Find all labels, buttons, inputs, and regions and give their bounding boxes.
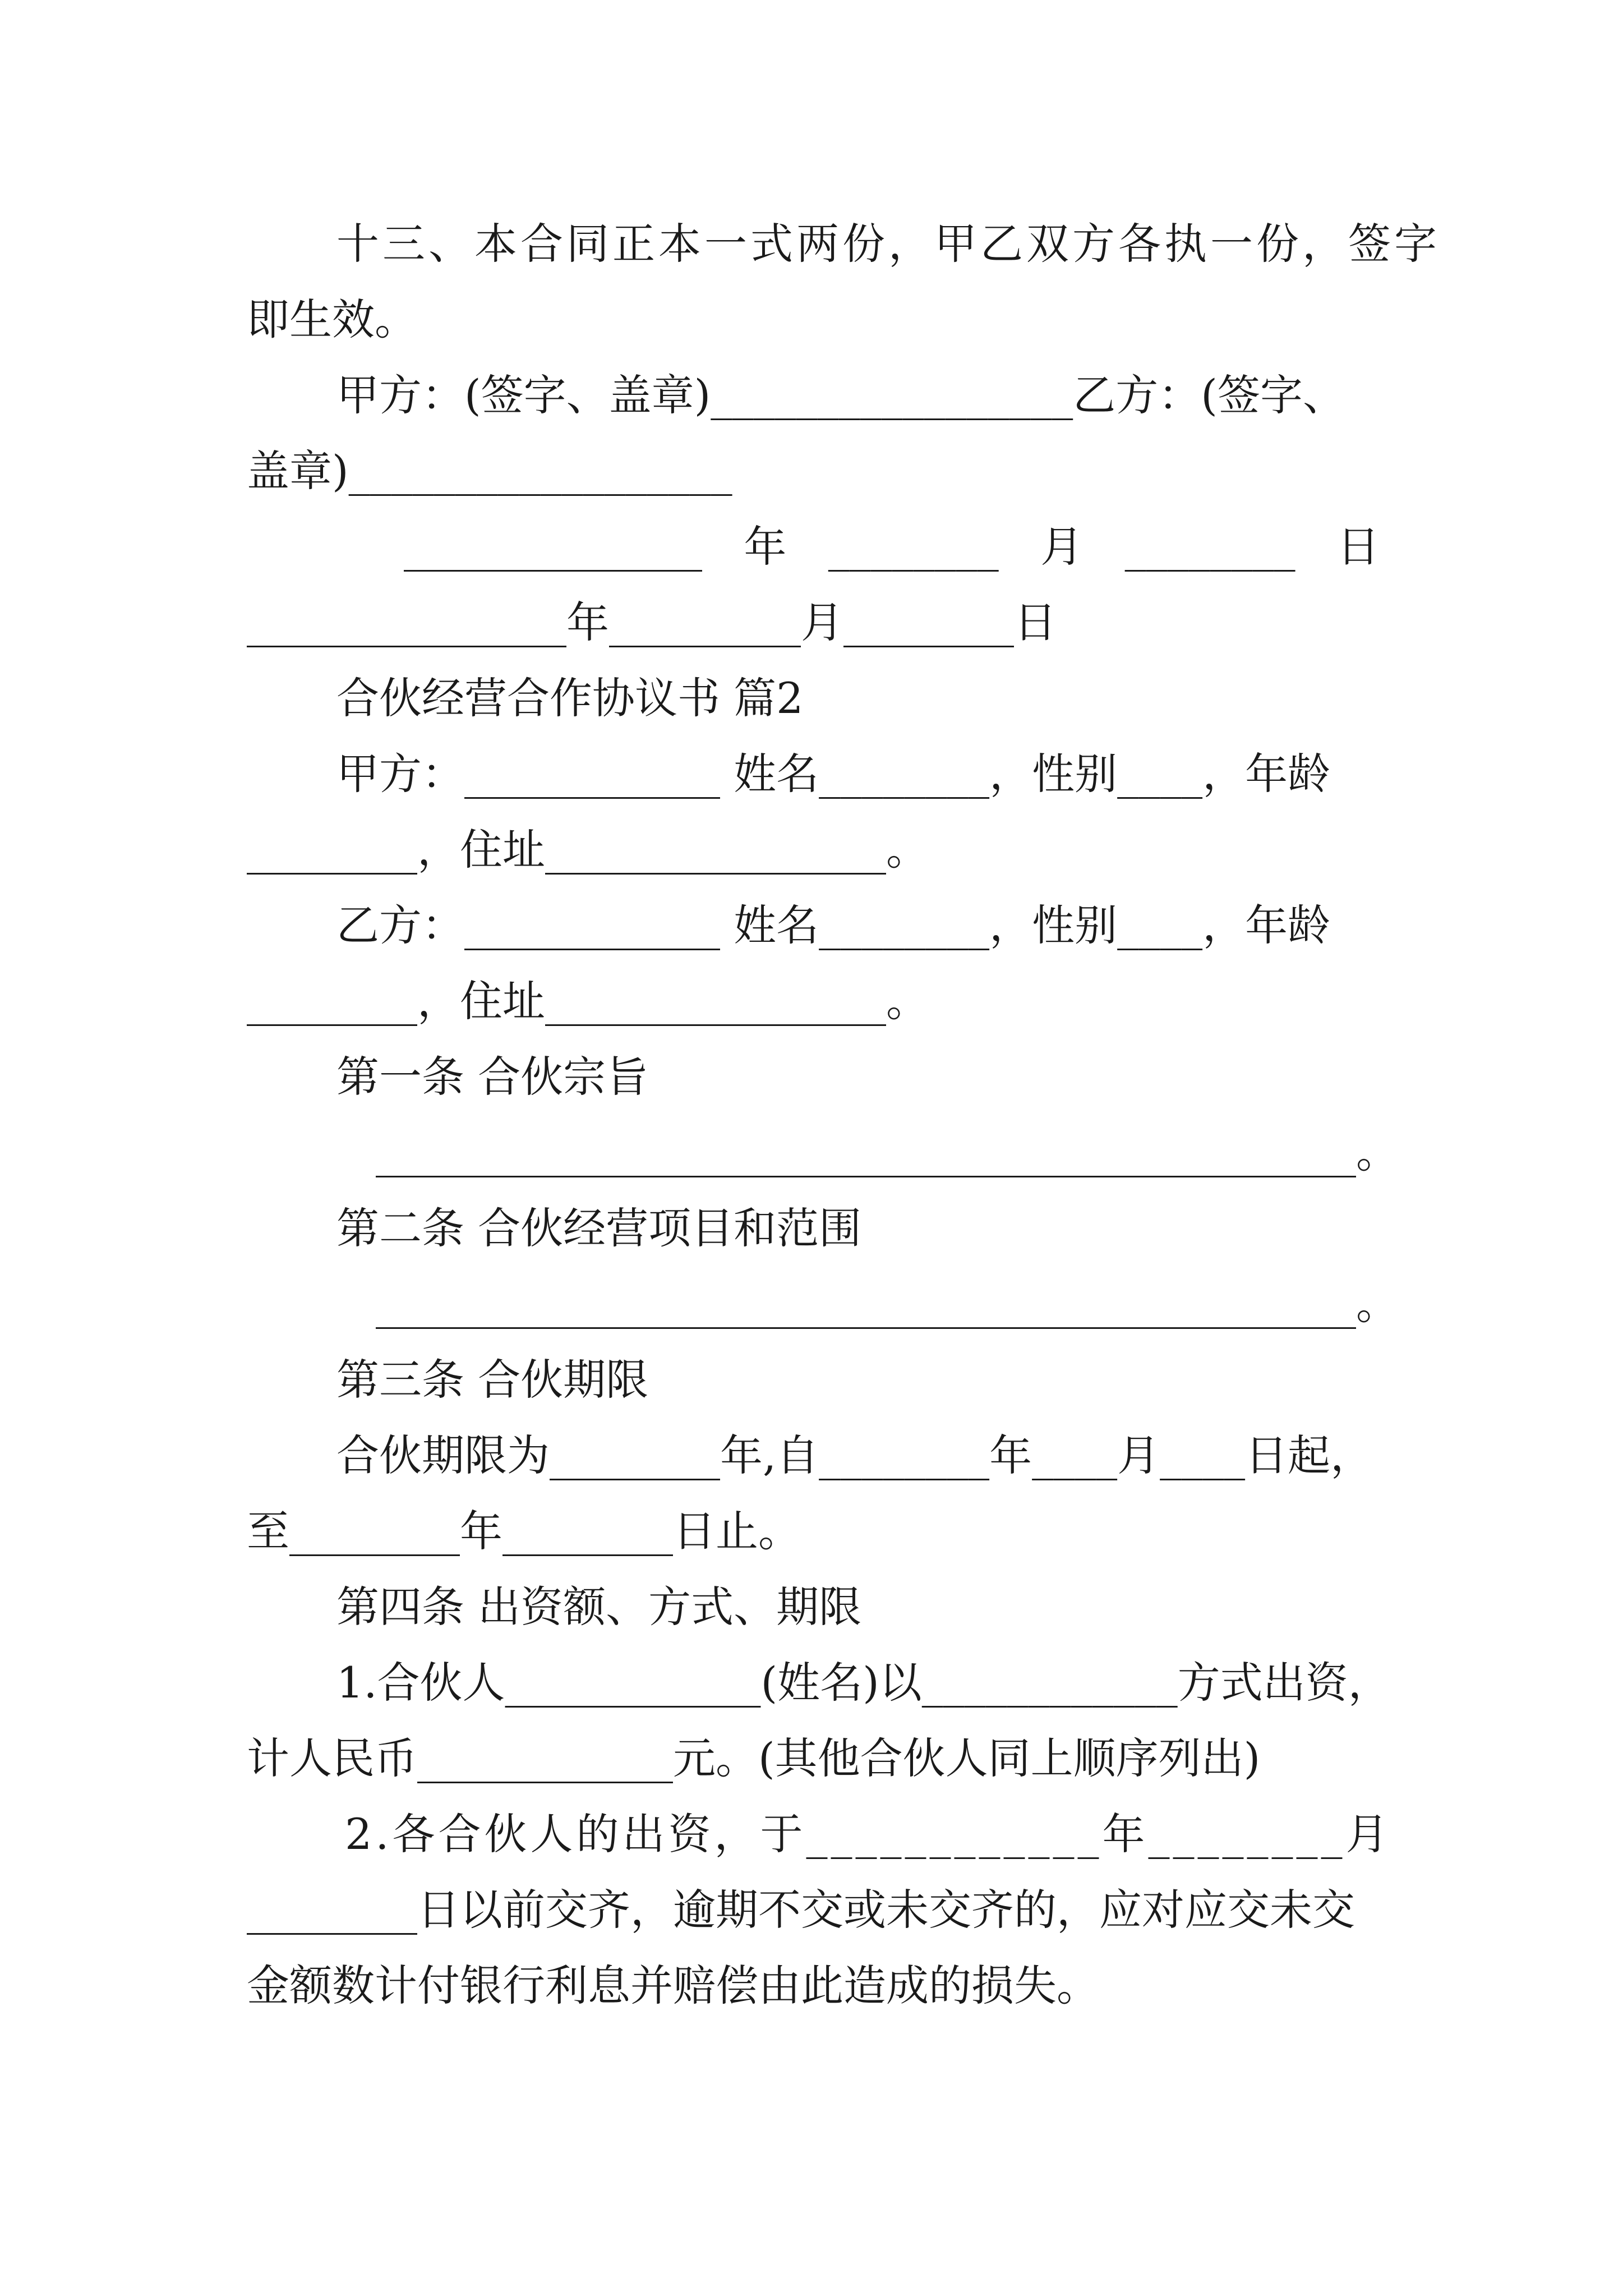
party-b-info-line-1: 乙方：____________ 姓名________，性别____，年龄 (336, 900, 1331, 950)
date-day-label: 日 (1336, 522, 1380, 572)
article-3-term-line-2: 至________年________日止。 (247, 1506, 801, 1556)
date-year-label: 年 (744, 522, 787, 572)
article-4-item-2-line-1: 2.各合伙人的出资，于____________年________月 (345, 1809, 1392, 1859)
date-day-blank: ________ (1124, 522, 1295, 572)
article-4-item-2-line-2: ________日以前交齐，逾期不交或未交齐的，应对应交未交 (247, 1885, 1355, 1935)
article-1-heading: 第一条 合伙宗旨 (336, 1052, 649, 1102)
date-month-blank: ________ (828, 522, 999, 572)
article-4-item-2-line-3: 金额数计付银行利息并赔偿由此造成的损失。 (247, 1961, 1099, 2010)
article-2-heading: 第二条 合伙经营项目和范围 (336, 1203, 862, 1253)
date-month-label: 月 (1040, 522, 1083, 572)
party-a-info-line-2: ________，住址________________。 (247, 825, 929, 875)
article-2-blank: ______________________________________________。 (376, 1279, 1399, 1329)
article-1-blank: ______________________________________________。 (376, 1128, 1399, 1177)
date-year-blank: ______________ (404, 522, 702, 572)
article-3-term-line-1: 合伙期限为________年,自________年____月____日起， (336, 1430, 1373, 1480)
party-b-signature-line: 盖章)__________________ (247, 446, 732, 496)
article-4-item-1-line-2: 计人民币____________元。(其他合伙人同上顺序列出) (247, 1733, 1261, 1783)
article-4-item-1-line-1: 1.合伙人____________(姓名)以____________方式出资， (336, 1658, 1391, 1708)
section-heading: 合伙经营合作协议书 篇2 (336, 673, 804, 723)
party-b-info-line-2: ________，住址________________。 (247, 976, 929, 1026)
clause-13-line-2: 即生效。 (247, 295, 417, 344)
signature-date-line-2: _______________年_________月________日 (247, 597, 1057, 647)
party-a-signature-line: 甲方：(签字、盖章)_________________乙方：(签字、 (336, 370, 1345, 420)
signature-date-line-1 (404, 519, 1380, 575)
article-3-heading: 第三条 合伙期限 (336, 1355, 649, 1405)
clause-13-line-1: 十三、本合同正本一式两份，甲乙双方各执一份，签字 (336, 219, 1440, 269)
article-4-heading: 第四条 出资额、方式、期限 (336, 1582, 862, 1632)
party-a-info-line-1: 甲方：____________ 姓名________，性别____，年龄 (336, 749, 1331, 799)
